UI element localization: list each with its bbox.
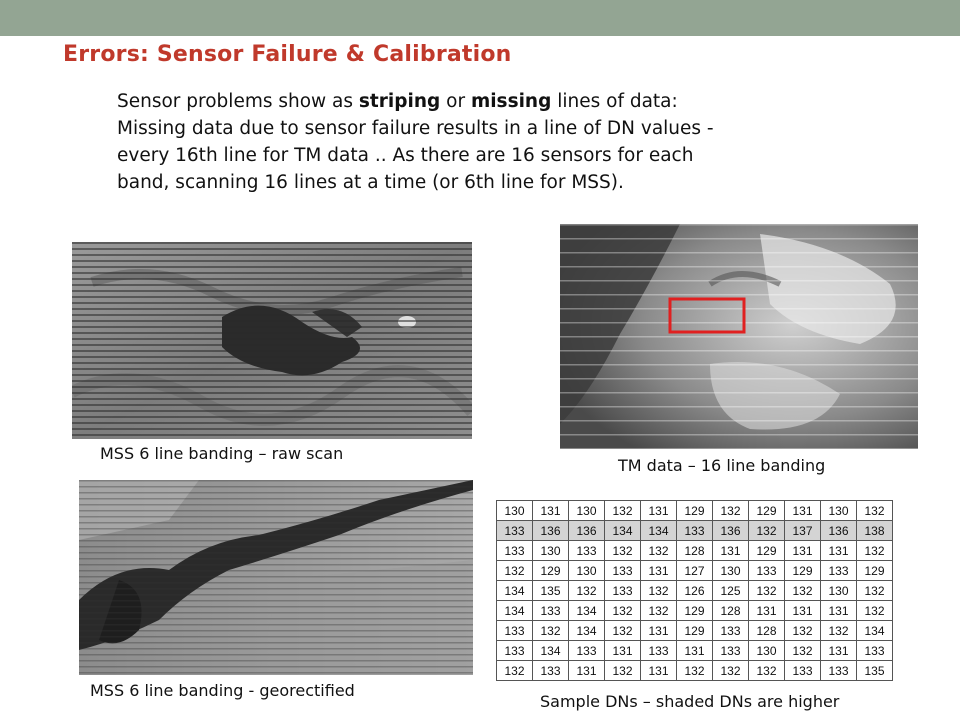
dn-table <box>496 500 893 681</box>
dn-cell: 133 <box>677 521 713 541</box>
dn-cell: 133 <box>713 641 749 661</box>
dn-cell: 138 <box>857 521 893 541</box>
top-banner <box>0 0 960 36</box>
dn-cell: 132 <box>497 561 533 581</box>
dn-cell: 133 <box>713 621 749 641</box>
dn-cell: 132 <box>857 541 893 561</box>
dn-cell: 132 <box>713 661 749 681</box>
dn-cell: 132 <box>497 661 533 681</box>
dn-table-caption: Sample DNs – shaded DNs are higher <box>540 692 840 711</box>
dn-cell: 129 <box>677 621 713 641</box>
body-line-1-mid: or <box>440 91 471 112</box>
dn-cell: 130 <box>569 561 605 581</box>
dn-cell: 130 <box>713 561 749 581</box>
dn-row <box>497 501 893 521</box>
dn-cell: 129 <box>785 561 821 581</box>
dn-cell: 132 <box>749 581 785 601</box>
dn-cell: 132 <box>569 581 605 601</box>
dn-cell: 136 <box>569 521 605 541</box>
dn-cell: 132 <box>857 581 893 601</box>
dn-cell: 133 <box>569 641 605 661</box>
dn-cell: 133 <box>821 661 857 681</box>
dn-cell: 134 <box>569 621 605 641</box>
dn-cell: 130 <box>821 581 857 601</box>
dn-cell: 131 <box>569 661 605 681</box>
dn-cell: 133 <box>605 561 641 581</box>
slide-title: Errors: Sensor Failure & Calibration <box>63 42 512 67</box>
mss-raw-caption: MSS 6 line banding – raw scan <box>100 444 344 463</box>
dn-cell: 131 <box>713 541 749 561</box>
dn-cell: 133 <box>605 581 641 601</box>
dn-cell: 131 <box>605 641 641 661</box>
mss-raw-scan-image <box>72 242 472 439</box>
dn-cell: 127 <box>677 561 713 581</box>
dn-cell: 131 <box>785 601 821 621</box>
body-line-1-pre: Sensor problems show as <box>117 91 359 112</box>
dn-cell: 132 <box>605 501 641 521</box>
dn-cell: 126 <box>677 581 713 601</box>
dn-cell: 132 <box>785 581 821 601</box>
dn-cell: 134 <box>857 621 893 641</box>
dn-row <box>497 601 893 621</box>
dn-cell: 133 <box>497 641 533 661</box>
dn-cell: 131 <box>749 601 785 621</box>
dn-cell: 129 <box>749 541 785 561</box>
dn-cell: 131 <box>641 561 677 581</box>
dn-cell: 129 <box>749 501 785 521</box>
dn-cell: 131 <box>533 501 569 521</box>
dn-cell: 130 <box>749 641 785 661</box>
dn-cell: 129 <box>857 561 893 581</box>
dn-cell: 134 <box>641 521 677 541</box>
dn-cell: 133 <box>569 541 605 561</box>
dn-cell: 125 <box>713 581 749 601</box>
dn-cell: 131 <box>641 621 677 641</box>
dn-cell: 128 <box>749 621 785 641</box>
dn-cell: 137 <box>785 521 821 541</box>
dn-cell: 132 <box>533 621 569 641</box>
dn-cell: 133 <box>641 641 677 661</box>
dn-cell: 132 <box>749 521 785 541</box>
dn-cell: 132 <box>641 541 677 561</box>
dn-row <box>497 561 893 581</box>
dn-cell: 131 <box>785 501 821 521</box>
dn-cell: 133 <box>533 661 569 681</box>
dn-cell: 133 <box>497 521 533 541</box>
body-text <box>117 88 877 196</box>
dn-cell: 136 <box>713 521 749 541</box>
dn-cell: 133 <box>821 561 857 581</box>
dn-cell: 129 <box>677 601 713 621</box>
dn-row <box>497 641 893 661</box>
dn-cell: 129 <box>677 501 713 521</box>
body-line-4: band, scanning 16 lines at a time (or 6th line for MSS). <box>117 172 624 193</box>
dn-cell: 131 <box>677 641 713 661</box>
dn-cell: 131 <box>821 641 857 661</box>
dn-cell: 134 <box>533 641 569 661</box>
dn-row <box>497 541 893 561</box>
dn-cell: 130 <box>821 501 857 521</box>
mss-georectified-image <box>79 480 473 675</box>
dn-cell: 132 <box>605 621 641 641</box>
dn-cell: 132 <box>605 541 641 561</box>
dn-cell: 132 <box>785 621 821 641</box>
dn-cell: 132 <box>641 601 677 621</box>
dn-cell: 132 <box>605 601 641 621</box>
dn-cell: 130 <box>533 541 569 561</box>
dn-cell: 132 <box>605 661 641 681</box>
dn-row <box>497 661 893 681</box>
dn-cell: 131 <box>785 541 821 561</box>
dn-row-shaded <box>497 521 893 541</box>
dn-cell: 132 <box>749 661 785 681</box>
dn-cell: 130 <box>569 501 605 521</box>
body-line-2: Missing data due to sensor failure results in a line of DN values - <box>117 118 714 139</box>
dn-cell: 131 <box>641 501 677 521</box>
dn-cell: 132 <box>677 661 713 681</box>
dn-cell: 133 <box>749 561 785 581</box>
dn-cell: 130 <box>497 501 533 521</box>
dn-cell: 132 <box>713 501 749 521</box>
mss-georectified-caption: MSS 6 line banding - georectified <box>90 681 355 700</box>
dn-cell: 128 <box>713 601 749 621</box>
dn-cell: 131 <box>821 541 857 561</box>
dn-cell: 134 <box>605 521 641 541</box>
dn-cell: 133 <box>785 661 821 681</box>
dn-cell: 134 <box>569 601 605 621</box>
dn-cell: 131 <box>641 661 677 681</box>
dn-cell: 135 <box>533 581 569 601</box>
dn-cell: 132 <box>821 621 857 641</box>
dn-cell: 133 <box>533 601 569 621</box>
dn-cell: 129 <box>533 561 569 581</box>
dn-cell: 133 <box>497 621 533 641</box>
dn-row <box>497 581 893 601</box>
dn-cell: 132 <box>641 581 677 601</box>
body-line-3: every 16th line for TM data .. As there are 16 sensors for each <box>117 145 694 166</box>
dn-cell: 132 <box>857 601 893 621</box>
dn-cell: 133 <box>857 641 893 661</box>
dn-row <box>497 621 893 641</box>
dn-cell: 128 <box>677 541 713 561</box>
body-line-1-post: lines of data: <box>551 91 678 112</box>
dn-cell: 132 <box>857 501 893 521</box>
dn-cell: 133 <box>497 541 533 561</box>
dn-cell: 136 <box>821 521 857 541</box>
tm-banding-image <box>560 224 918 449</box>
dn-cell: 132 <box>785 641 821 661</box>
body-line-1 <box>117 88 877 115</box>
dn-cell: 131 <box>821 601 857 621</box>
tm-banding-caption: TM data – 16 line banding <box>618 456 826 475</box>
keyword-missing: missing <box>470 91 552 112</box>
dn-cell: 136 <box>533 521 569 541</box>
dn-cell: 134 <box>497 601 533 621</box>
dn-cell: 135 <box>857 661 893 681</box>
dn-cell: 134 <box>497 581 533 601</box>
keyword-striping: striping <box>358 91 441 112</box>
